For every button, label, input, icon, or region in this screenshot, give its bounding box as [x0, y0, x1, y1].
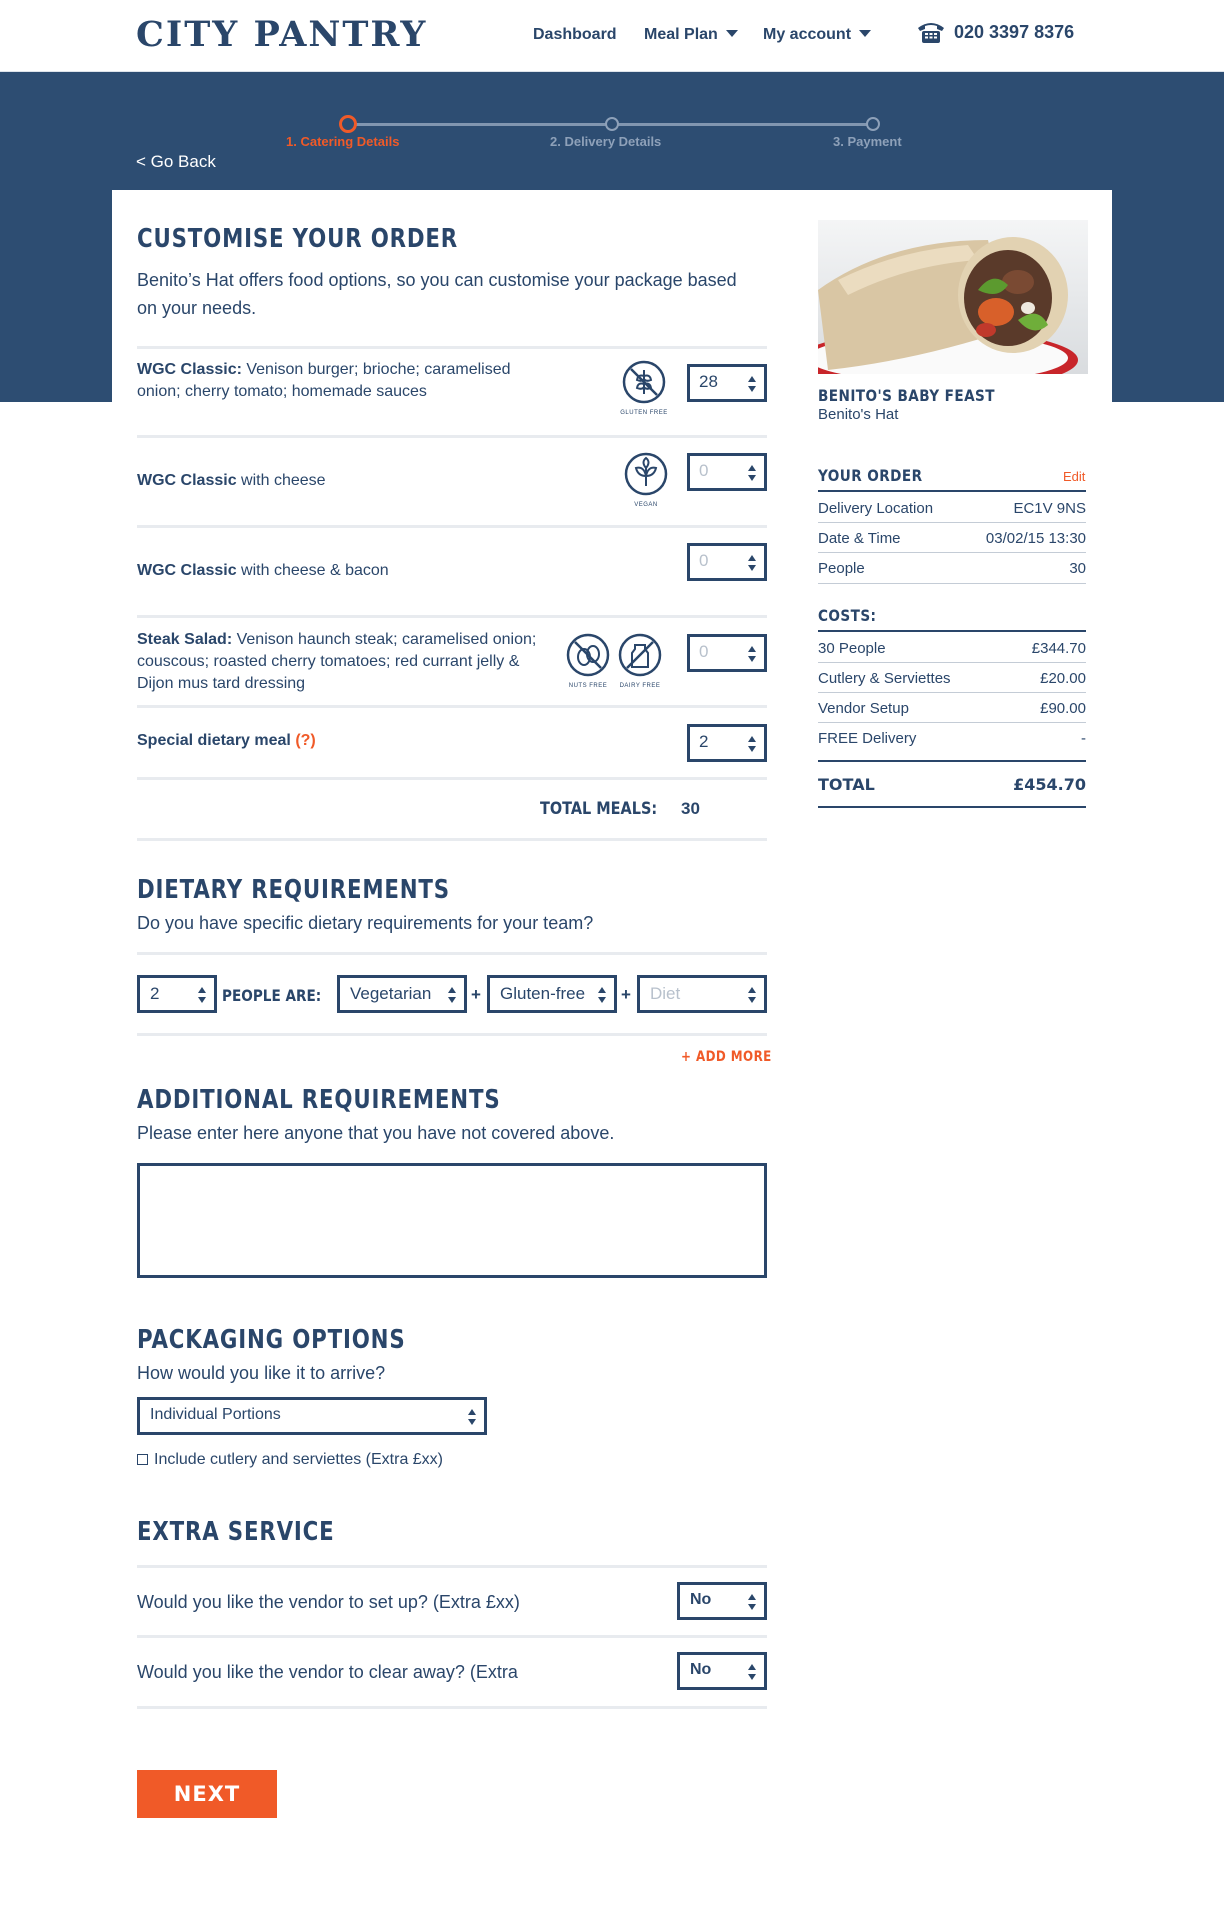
dairy-free-badge: [612, 633, 668, 689]
package-photo: [818, 220, 1088, 374]
divider: [137, 1033, 767, 1036]
item-name: Steak Salad:: [137, 631, 233, 648]
burrito-image: [818, 220, 1088, 374]
vegan-icon: [624, 452, 668, 496]
cutlery-option[interactable]: [137, 1451, 443, 1469]
total-row: [818, 775, 1086, 794]
total-meals-value: 30: [681, 799, 700, 818]
stepper-value: 28: [699, 372, 718, 391]
stepper-value: 0: [699, 642, 709, 661]
divider: [137, 1635, 767, 1638]
vendor-name: Benito's Hat: [818, 406, 899, 423]
costs-title: COSTS:: [818, 606, 877, 625]
divider: [818, 522, 1086, 523]
step-2-dot: [605, 117, 619, 131]
cutlery-label: Include cutlery and serviettes (Extra £xx): [154, 1451, 444, 1468]
divider: [818, 630, 1086, 632]
divider: [137, 1706, 767, 1709]
plus-separator: +: [471, 985, 481, 1004]
phone-icon: [916, 20, 946, 44]
nuts-free-badge: [560, 633, 616, 689]
up-down-arrows-icon[interactable]: [748, 736, 756, 752]
divider: [137, 838, 767, 841]
divider: [818, 662, 1086, 663]
divider: [818, 552, 1086, 553]
package-name: BENITO'S BABY FEAST: [818, 386, 995, 405]
row-value: £344.70: [1031, 640, 1086, 657]
row-label: People: [818, 560, 865, 577]
dietary-subtitle: Do you have specific dietary requirements for your team?: [137, 913, 594, 933]
divider: [818, 722, 1086, 723]
cost-row-delivery: [818, 730, 1086, 747]
gluten-free-icon: [622, 360, 666, 404]
cost-row-setup: [818, 700, 1086, 717]
item-desc: with cheese & bacon: [236, 562, 389, 579]
nav-my-account-label: My account: [763, 26, 852, 43]
dairy-free-icon: [618, 633, 662, 677]
clear-question: Would you like the vendor to clear away? (Extra: [137, 1662, 518, 1682]
total-label: TOTAL: [818, 775, 875, 794]
divider: [137, 1565, 767, 1568]
row-value: -: [1081, 730, 1086, 747]
customise-intro: Benito’s Hat offers food options, so you can customise your package based on your needs.: [137, 270, 737, 318]
order-row-datetime: [818, 530, 1086, 547]
up-down-arrows-icon: [748, 1664, 756, 1680]
row-value: £20.00: [1040, 670, 1086, 687]
menu-item-1: [137, 359, 537, 403]
divider: [137, 705, 767, 708]
up-down-arrows-icon: [598, 987, 606, 1003]
menu-item-3: [137, 560, 389, 582]
chevron-down-icon: [726, 30, 738, 37]
dietary-title: DIETARY REQUIREMENTS: [137, 875, 450, 905]
item-name: WGC Classic: [137, 472, 237, 489]
divider: [137, 435, 767, 438]
select-value: No: [690, 1661, 712, 1678]
select-placeholder: Diet: [650, 984, 681, 1003]
nav-my-account[interactable]: [763, 26, 871, 44]
packaging-section: [137, 1325, 767, 1387]
nuts-free-icon: [566, 633, 610, 677]
extra-title: EXTRA SERVICE: [137, 1517, 335, 1547]
select-value: Gluten-free: [500, 984, 586, 1003]
up-down-arrows-icon: [468, 1409, 476, 1425]
nav-meal-plan[interactable]: [644, 26, 738, 44]
select-value: Vegetarian: [350, 984, 432, 1003]
badge-label: DAIRY FREE: [619, 683, 661, 689]
up-down-arrows-icon[interactable]: [748, 646, 756, 662]
your-order-title: YOUR ORDER: [818, 466, 923, 485]
phone-number: [916, 20, 1074, 44]
total-value: £454.70: [1013, 775, 1086, 794]
up-down-arrows-icon[interactable]: [748, 465, 756, 481]
diet-select-2[interactable]: [487, 975, 617, 1013]
quantity-stepper-item-4[interactable]: [687, 634, 767, 672]
quantity-stepper-item-1[interactable]: [687, 364, 767, 402]
badge-label: NUTS FREE: [568, 683, 608, 689]
step-3-dot: [866, 117, 880, 131]
row-value: 30: [1069, 560, 1086, 577]
logo[interactable]: CITY PANTRY: [136, 14, 428, 55]
packaging-title: PACKAGING OPTIONS: [137, 1325, 406, 1355]
row-value: EC1V 9NS: [1013, 500, 1086, 517]
phone-text: 020 3397 8376: [954, 22, 1075, 42]
quantity-stepper-item-3[interactable]: [687, 543, 767, 581]
additional-subtitle: Please enter here anyone that you have not covered above.: [137, 1123, 615, 1143]
select-value: No: [690, 1591, 712, 1608]
menu-item-4: [137, 629, 547, 695]
row-label: FREE Delivery: [818, 730, 917, 747]
order-row-people: [818, 560, 1086, 577]
stepper-value: 2: [699, 732, 709, 751]
up-down-arrows-icon: [748, 1594, 756, 1610]
item-desc: Venison haunch steak; caramelised onion; couscous; roasted cherry tomatoes; red currant jelly & Dijon mus tard dressing: [137, 631, 537, 692]
divider: [818, 692, 1086, 693]
quantity-stepper-item-2[interactable]: [687, 453, 767, 491]
plus-separator: +: [621, 985, 631, 1004]
customise-title: CUSTOMISE YOUR ORDER: [137, 224, 459, 254]
clear-select[interactable]: [677, 1652, 767, 1690]
help-icon[interactable]: (?): [295, 732, 316, 749]
cost-row-people: [818, 640, 1086, 657]
stepper-value: 0: [699, 461, 709, 480]
top-navbar: [0, 0, 1224, 72]
add-more-button[interactable]: + ADD MORE: [681, 1049, 772, 1065]
order-card: [112, 190, 1112, 1907]
stepper-value: 0: [699, 551, 709, 570]
setup-question: Would you like the vendor to set up? (Extra £xx): [137, 1592, 520, 1612]
divider: [137, 777, 767, 780]
divider: [137, 615, 767, 618]
vegan-badge: [618, 452, 674, 508]
diet-select-1[interactable]: [337, 975, 467, 1013]
up-down-arrows-icon: [748, 987, 756, 1003]
extra-section: [137, 1517, 767, 1547]
additional-requirements-textarea[interactable]: [137, 1163, 767, 1278]
packaging-select[interactable]: [137, 1397, 487, 1435]
up-down-arrows-icon: [448, 987, 456, 1003]
menu-item-2: [137, 470, 326, 492]
special-dietary-meal: [137, 730, 316, 752]
setup-select[interactable]: [677, 1582, 767, 1620]
step-1-label[interactable]: 1. Catering Details: [286, 134, 400, 149]
nav-dashboard[interactable]: Dashboard: [533, 26, 617, 43]
next-button[interactable]: NEXT: [137, 1770, 277, 1818]
special-label: Special dietary meal: [137, 732, 291, 749]
packaging-subtitle: How would you like it to arrive?: [137, 1363, 386, 1383]
up-down-arrows-icon[interactable]: [748, 376, 756, 392]
cutlery-checkbox[interactable]: [137, 1454, 148, 1465]
additional-section: [137, 1085, 767, 1147]
diet-count-select[interactable]: [137, 975, 217, 1013]
diet-select-3[interactable]: [637, 975, 767, 1013]
select-value: Individual Portions: [150, 1406, 281, 1423]
step-3-label[interactable]: 3. Payment: [833, 134, 902, 149]
row-label: Date & Time: [818, 530, 901, 547]
row-label: Delivery Location: [818, 500, 934, 517]
step-1-dot: [339, 115, 357, 133]
customise-section: [137, 224, 767, 322]
go-back-link[interactable]: < Go Back: [136, 152, 216, 171]
cost-row-cutlery: [818, 670, 1086, 687]
quantity-stepper-special[interactable]: [687, 724, 767, 762]
dietary-section: [137, 875, 767, 937]
divider: [137, 952, 767, 955]
divider: [137, 525, 767, 528]
row-value: 03/02/15 13:30: [985, 530, 1086, 547]
people-are-label: PEOPLE ARE:: [222, 986, 322, 1005]
gluten-free-badge: [616, 360, 672, 416]
select-value: 2: [150, 984, 160, 1003]
item-desc: with cheese: [236, 472, 326, 489]
divider: [818, 760, 1086, 762]
item-name: WGC Classic:: [137, 361, 242, 378]
item-name: WGC Classic: [137, 562, 237, 579]
item-desc: Venison burger; brioche; caramelised onion; cherry tomato; homemade sauces: [137, 361, 511, 400]
edit-link[interactable]: Edit: [1063, 469, 1086, 484]
row-label: 30 People: [818, 640, 886, 657]
additional-title: ADDITIONAL REQUIREMENTS: [137, 1085, 501, 1115]
up-down-arrows-icon[interactable]: [748, 555, 756, 571]
badge-label: GLUTEN FREE: [620, 410, 668, 416]
up-down-arrows-icon: [198, 987, 206, 1003]
divider: [818, 806, 1086, 808]
divider: [137, 346, 767, 349]
divider: [818, 583, 1086, 584]
row-label: Cutlery & Serviettes: [818, 670, 951, 687]
row-value: £90.00: [1040, 700, 1086, 717]
row-label: Vendor Setup: [818, 700, 909, 717]
chevron-down-icon: [859, 30, 871, 37]
order-row-delivery: [818, 500, 1086, 517]
divider: [818, 490, 1086, 492]
total-meals-label: TOTAL MEALS:: [540, 799, 658, 819]
step-2-label[interactable]: 2. Delivery Details: [550, 134, 662, 149]
nav-meal-plan-label: Meal Plan: [644, 26, 718, 43]
badge-label: VEGAN: [634, 502, 658, 508]
